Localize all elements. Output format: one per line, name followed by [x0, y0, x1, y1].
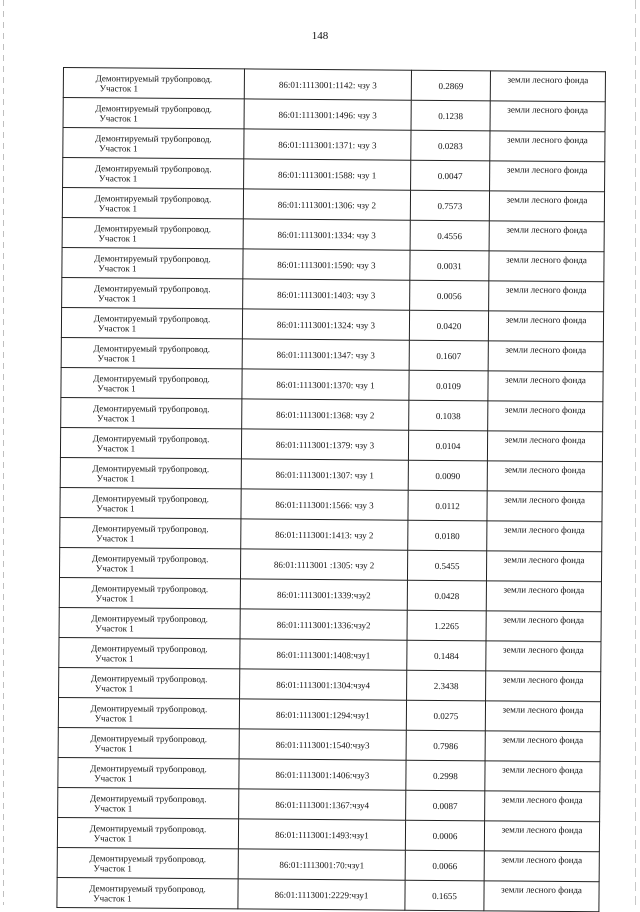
object-section: Участок 1	[98, 202, 138, 214]
object-name: Демонтируемый трубопровод.	[90, 732, 208, 744]
land-category-cell: земли лесного фонда	[488, 401, 603, 432]
cadastral-number-cell: 86:01:1113001:1540:чзу3	[239, 729, 406, 760]
table-row	[59, 637, 601, 671]
object-section: Участок 1	[97, 382, 136, 394]
object-name: Демонтируемый трубопровод.	[91, 552, 209, 564]
object-cell	[61, 337, 242, 368]
cadastral-number-cell: 86:01:1113001:1294:чзу1	[239, 699, 406, 730]
table-row	[58, 727, 600, 761]
area-cell: 0.0109	[409, 370, 488, 401]
object-section: Участок 1	[95, 652, 134, 664]
object-cell	[61, 397, 242, 428]
object-cell	[57, 817, 238, 848]
object-name: Демонтируемый трубопровод.	[90, 762, 207, 774]
object-section: Участок 1	[97, 412, 136, 424]
table-row	[60, 487, 602, 521]
area-cell: 0.1607	[409, 340, 488, 371]
land-category-cell: земли лесного фонда	[487, 521, 602, 552]
cadastral-number-cell: 86:01:1113001:2229:чзу1	[238, 879, 405, 910]
cadastral-number-cell: 86:01:1113001:1588: чзу 1	[244, 159, 411, 190]
area-cell: 0.0047	[411, 160, 490, 191]
object-section: Участок 1	[93, 832, 133, 844]
table-row	[63, 128, 605, 162]
object-section: Участок 1	[94, 772, 133, 784]
object-name: Демонтируемый трубопровод.	[93, 312, 211, 324]
object-section: Участок 1	[99, 112, 138, 124]
object-section: Участок 1	[96, 442, 136, 454]
cadastral-number-cell: 86:01:1113001:1339:чзу2	[240, 579, 407, 610]
area-cell: 0.7573	[410, 190, 489, 221]
object-name: Демонтируемый трубопровод.	[91, 582, 209, 594]
object-cell	[59, 667, 240, 698]
object-section: Участок 1	[98, 172, 138, 184]
table-row	[58, 787, 600, 821]
object-cell	[59, 547, 240, 578]
object-section: Участок 1	[93, 892, 132, 904]
cadastral-number-cell: 86:01:1113001:1379: чзу 3	[241, 429, 408, 460]
land-category-cell: земли лесного фонда	[490, 161, 605, 192]
table-row	[63, 158, 605, 192]
object-section: Участок 1	[96, 502, 135, 514]
object-name: Демонтируемый трубопровод.	[93, 402, 210, 414]
table-row	[58, 757, 600, 791]
object-section: Участок 1	[97, 292, 137, 304]
object-name: Демонтируемый трубопровод.	[89, 882, 206, 894]
area-cell: 0.0066	[405, 850, 484, 881]
land-category-cell: земли лесного фонда	[485, 761, 600, 792]
table-row	[59, 607, 601, 641]
cadastral-number-cell: 86:01:1113001:1406:чзу3	[239, 759, 406, 790]
scan-edge-left	[3, 0, 4, 905]
object-cell	[63, 128, 244, 159]
table-row	[57, 877, 599, 911]
table-row	[60, 427, 602, 461]
object-name: Демонтируемый трубопровод.	[92, 492, 209, 504]
cadastral-number-cell: 86:01:1113001:1493:чзу1	[238, 819, 405, 850]
table-row	[57, 817, 599, 851]
table-row	[58, 697, 600, 731]
area-cell: 0.4556	[410, 220, 489, 251]
area-cell: 0.1038	[409, 400, 488, 431]
table-row	[62, 277, 604, 311]
land-category-cell: земли лесного фонда	[485, 731, 600, 762]
cadastral-number-cell: 86:01:1113001:70:чзу1	[238, 849, 405, 880]
object-name: Демонтируемый трубопровод.	[94, 222, 212, 234]
object-name: Демонтируемый трубопровод.	[95, 132, 212, 144]
object-section: Участок 1	[97, 352, 136, 364]
cadastral-number-cell: 86:01:1113001:1371: чзу 3	[244, 129, 411, 160]
area-cell: 2.3438	[407, 670, 486, 701]
object-cell	[63, 98, 244, 129]
object-section: Участок 1	[96, 472, 135, 484]
object-cell	[60, 487, 241, 518]
cadastral-number-cell: 86:01:1113001 :1305: чзу 2	[240, 549, 407, 580]
object-cell	[62, 188, 243, 219]
area-cell: 0.7986	[406, 730, 485, 761]
table-row	[61, 367, 603, 401]
land-category-cell: земли лесного фонда	[490, 101, 605, 132]
land-plots-table	[56, 67, 606, 912]
object-cell	[58, 727, 239, 758]
cadastral-number-cell: 86:01:1113001:1142: чзу 3	[244, 69, 411, 100]
area-cell: 0.1238	[411, 100, 490, 131]
object-name: Демонтируемый трубопровод.	[92, 432, 210, 444]
land-category-cell: земли лесного фонда	[484, 851, 599, 882]
table-row	[62, 217, 604, 251]
land-category-cell: земли лесного фонда	[488, 371, 603, 402]
object-section: Участок 1	[98, 262, 137, 274]
area-cell: 0.0031	[410, 250, 489, 281]
land-category-cell: земли лесного фонда	[489, 191, 604, 222]
object-section: Участок 1	[96, 532, 135, 544]
object-name: Демонтируемый трубопровод.	[94, 162, 212, 174]
cadastral-number-cell: 86:01:1113001:1413: чзу 2	[241, 519, 408, 550]
land-category-cell: земли лесного фонда	[486, 581, 601, 612]
cadastral-number-cell: 86:01:1113001:1306: чзу 2	[243, 189, 410, 220]
object-cell	[58, 787, 239, 818]
object-cell	[59, 607, 240, 638]
cadastral-number-cell: 86:01:1113001:1403: чзу 3	[243, 279, 410, 310]
object-section: Участок 1	[95, 562, 135, 574]
object-section: Участок 1	[97, 322, 137, 334]
land-category-cell: земли лесного фонда	[486, 641, 601, 672]
table-row	[61, 307, 603, 341]
table-row	[59, 577, 601, 611]
cadastral-number-cell: 86:01:1113001:1304:чзу4	[240, 669, 407, 700]
object-section: Участок 1	[94, 682, 134, 694]
object-name: Демонтируемый трубопровод.	[94, 252, 211, 264]
land-category-cell: земли лесного фонда	[490, 131, 605, 162]
table-row	[63, 98, 605, 132]
object-cell	[62, 217, 243, 248]
land-category-cell: земли лесного фонда	[489, 281, 604, 312]
object-name: Демонтируемый трубопровод.	[94, 192, 212, 204]
object-name: Демонтируемый трубопровод.	[93, 342, 211, 354]
object-section: Участок 1	[94, 742, 133, 754]
table-row	[61, 337, 603, 371]
object-section: Участок 1	[93, 862, 132, 874]
land-category-cell: земли лесного фонда	[485, 701, 600, 732]
area-cell: 0.0112	[408, 490, 487, 521]
cadastral-number-cell: 86:01:1113001:1307: чзу 1	[241, 459, 408, 490]
table-row	[62, 188, 604, 222]
area-cell: 0.0056	[410, 280, 489, 311]
object-name: Демонтируемый трубопровод.	[91, 642, 208, 654]
cadastral-number-cell: 86:01:1113001:1566: чзу 3	[241, 489, 408, 520]
object-cell	[60, 427, 241, 458]
object-name: Демонтируемый трубопровод.	[95, 72, 213, 84]
land-category-cell: земли лесного фонда	[487, 431, 602, 462]
area-cell: 0.0104	[408, 430, 487, 461]
object-cell	[57, 877, 238, 908]
table-row	[62, 247, 604, 281]
cadastral-number-cell: 86:01:1113001:1347: чзу 3	[242, 339, 409, 370]
area-cell: 0.2998	[406, 760, 485, 791]
table-row	[63, 68, 605, 102]
object-section: Участок 1	[95, 622, 134, 634]
object-cell	[61, 307, 242, 338]
area-cell: 0.2869	[411, 70, 490, 101]
object-name: Демонтируемый трубопровод.	[89, 822, 207, 834]
object-name: Демонтируемый трубопровод.	[95, 102, 212, 114]
cadastral-number-cell: 86:01:1113001:1370: чзу 1	[242, 369, 409, 400]
object-section: Участок 1	[93, 802, 133, 814]
object-name: Демонтируемый трубопровод.	[89, 852, 207, 864]
object-name: Демонтируемый трубопровод.	[93, 282, 211, 294]
land-category-cell: земли лесного фонда	[484, 821, 599, 852]
object-cell	[62, 277, 243, 308]
area-cell: 1.2265	[407, 610, 486, 641]
land-category-cell: земли лесного фонда	[486, 551, 601, 582]
scan-edge-right	[635, 0, 636, 905]
area-cell: 0.0275	[406, 700, 485, 731]
object-cell	[57, 847, 238, 878]
object-name: Демонтируемый трубопровод.	[90, 672, 208, 684]
page-number: 148	[311, 30, 329, 42]
table-row	[61, 397, 603, 431]
table-body	[57, 68, 606, 912]
table-row	[59, 667, 601, 701]
object-cell	[62, 247, 243, 278]
object-name: Демонтируемый трубопровод.	[92, 462, 210, 474]
land-category-cell: земли лесного фонда	[484, 881, 599, 912]
cadastral-number-cell: 86:01:1113001:1496: чзу 3	[244, 99, 411, 130]
object-cell	[63, 68, 244, 99]
object-name: Демонтируемый трубопровод.	[92, 522, 209, 534]
land-category-cell: земли лесного фонда	[487, 461, 602, 492]
object-section: Участок 1	[99, 142, 138, 154]
land-category-cell: земли лесного фонда	[488, 341, 603, 372]
area-cell: 0.1655	[405, 880, 484, 911]
area-cell: 0.0283	[411, 130, 490, 161]
land-category-cell: земли лесного фонда	[485, 791, 600, 822]
area-cell: 0.0428	[407, 580, 486, 611]
object-section: Участок 1	[98, 232, 137, 244]
object-cell	[59, 637, 240, 668]
object-name: Демонтируемый трубопровод.	[91, 612, 208, 624]
object-name: Демонтируемый трубопровод.	[90, 702, 208, 714]
object-cell	[61, 367, 242, 398]
cadastral-number-cell: 86:01:1113001:1336:чзу2	[240, 609, 407, 640]
table-row	[59, 547, 601, 581]
cadastral-number-cell: 86:01:1113001:1368: чзу 2	[242, 399, 409, 430]
land-category-cell: земли лесного фонда	[487, 491, 602, 522]
land-category-cell: земли лесного фонда	[486, 611, 601, 642]
table-row	[60, 457, 602, 491]
object-cell	[58, 697, 239, 728]
area-cell: 0.0006	[405, 820, 484, 851]
land-category-cell: земли лесного фонда	[490, 71, 605, 102]
area-cell: 0.0180	[408, 520, 487, 551]
table-row	[57, 847, 599, 881]
object-name: Демонтируемый трубопровод.	[93, 372, 210, 384]
object-cell	[60, 517, 241, 548]
area-cell: 0.0420	[409, 310, 488, 341]
land-category-cell: земли лесного фонда	[489, 251, 604, 282]
land-category-cell: земли лесного фонда	[488, 311, 603, 342]
object-name: Демонтируемый трубопровод.	[89, 792, 207, 804]
land-category-cell: земли лесного фонда	[486, 671, 601, 702]
object-cell	[58, 757, 239, 788]
cadastral-number-cell: 86:01:1113001:1408:чзу1	[240, 639, 407, 670]
area-cell: 0.0090	[408, 460, 487, 491]
object-section: Участок 1	[95, 592, 135, 604]
cadastral-number-cell: 86:01:1113001:1334: чзу 3	[243, 219, 410, 250]
cadastral-number-cell: 86:01:1113001:1324: чзу 3	[242, 309, 409, 340]
cadastral-number-cell: 86:01:1113001:1590: чзу 3	[243, 249, 410, 280]
object-section: Участок 1	[94, 712, 134, 724]
cadastral-number-cell: 86:01:1113001:1367:чзу4	[239, 789, 406, 820]
object-section: Участок 1	[99, 82, 139, 94]
area-cell: 0.5455	[407, 550, 486, 581]
table-row	[60, 517, 602, 551]
object-cell	[60, 457, 241, 488]
area-cell: 0.1484	[407, 640, 486, 671]
land-category-cell: земли лесного фонда	[489, 221, 604, 252]
area-cell: 0.0087	[406, 790, 485, 821]
object-cell	[63, 158, 244, 189]
object-cell	[59, 577, 240, 608]
